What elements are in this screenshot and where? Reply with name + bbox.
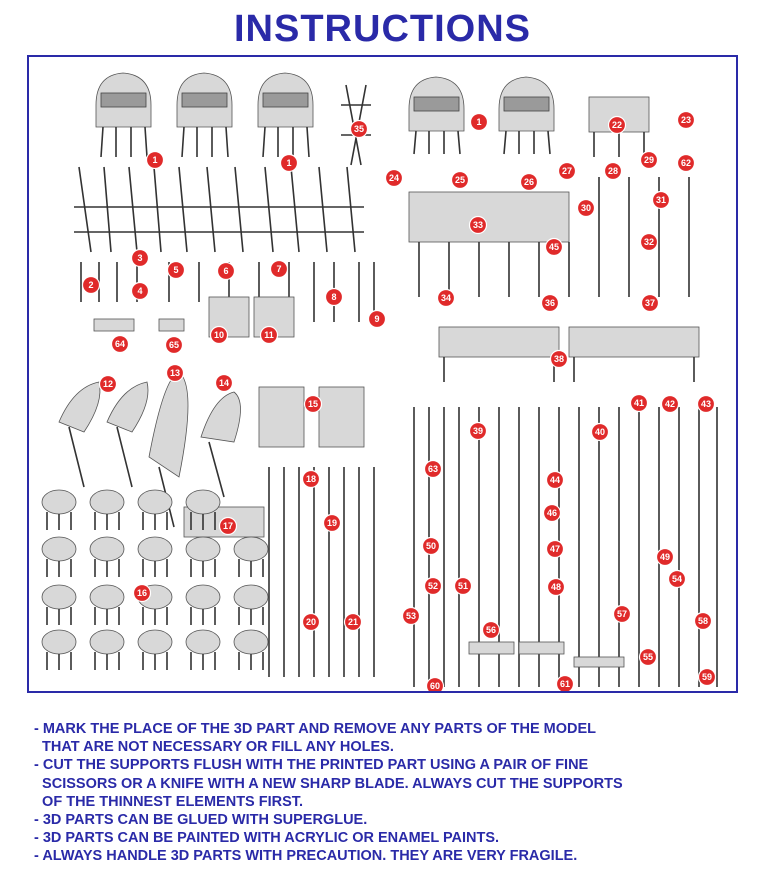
part-number-badge xyxy=(83,277,100,294)
part-number-label: 4 xyxy=(137,286,143,297)
part-number-badge xyxy=(698,396,715,413)
part-number-label: 5 xyxy=(173,265,179,276)
turret-group-left xyxy=(96,73,371,165)
raft-part xyxy=(42,490,76,514)
part-number-label: 8 xyxy=(331,292,337,303)
turret-part xyxy=(96,73,151,157)
part-number-label: 13 xyxy=(169,368,181,379)
part-number-badge xyxy=(669,571,686,588)
part-number-label: 46 xyxy=(546,508,558,519)
instruction-line: OF THE THINNEST ELEMENTS FIRST. xyxy=(34,793,304,810)
part-number-badge xyxy=(303,614,320,631)
parts-diagram xyxy=(29,57,736,691)
part-number-label: 19 xyxy=(326,518,338,529)
part-number-badge xyxy=(551,351,568,368)
part-number-label: 36 xyxy=(544,298,556,309)
raft-part xyxy=(138,490,172,514)
part-number-badge xyxy=(592,424,609,441)
part-number-badge xyxy=(470,217,487,234)
part-number-badge xyxy=(261,327,278,344)
part-number-badge xyxy=(303,471,320,488)
part-number-label: 2 xyxy=(88,280,94,291)
part-number-badge xyxy=(324,515,341,532)
part-number-label: 65 xyxy=(168,340,180,351)
raft-part xyxy=(186,490,220,514)
part-number-badge xyxy=(166,337,183,354)
instruction-line: SCISSORS OR A KNIFE WITH A NEW SHARP BLADE. ALWAYS CUT THE SUPPORTS xyxy=(34,775,623,792)
part-number-badge xyxy=(641,152,658,169)
part-number-label: 17 xyxy=(222,521,234,532)
turret-group-right xyxy=(409,77,699,382)
part-number-label: 22 xyxy=(611,120,623,131)
part-number-label: 54 xyxy=(671,574,683,585)
part-number-badge xyxy=(386,170,403,187)
part-number-label: 16 xyxy=(136,588,148,599)
part-number-label: 32 xyxy=(643,237,655,248)
part-number-label: 61 xyxy=(559,679,571,690)
raft-part xyxy=(186,630,220,654)
part-number-badge xyxy=(218,263,235,280)
part-number-badge xyxy=(544,505,561,522)
part-number-badge xyxy=(271,261,288,278)
part-number-badge xyxy=(641,234,658,251)
part-number-label: 63 xyxy=(427,464,439,475)
part-number-badge xyxy=(678,155,695,172)
part-number-label: 39 xyxy=(472,426,484,437)
part-number-badge xyxy=(640,649,657,666)
part-number-label: 31 xyxy=(655,195,667,206)
instruction-line: - CUT THE SUPPORTS FLUSH WITH THE PRINTED PART USING A PAIR OF FINE xyxy=(34,757,589,774)
part-number-label: 12 xyxy=(102,379,114,390)
part-number-badge xyxy=(305,396,322,413)
part-number-label: 57 xyxy=(616,609,628,620)
part-number-badge xyxy=(546,239,563,256)
part-number-badge xyxy=(345,614,362,631)
part-number-label: 28 xyxy=(607,166,619,177)
part-number-label: 9 xyxy=(374,314,380,325)
part-number-label: 3 xyxy=(137,253,143,264)
part-number-label: 7 xyxy=(276,264,282,275)
misc-parts-right xyxy=(414,407,717,690)
part-number-badge xyxy=(351,121,368,138)
part-number-badge xyxy=(168,262,185,279)
part-number-badge xyxy=(614,606,631,623)
part-number-badge xyxy=(100,376,117,393)
part-number-label: 34 xyxy=(440,293,452,304)
part-number-label: 14 xyxy=(218,378,230,389)
part-number-badge xyxy=(605,163,622,180)
raft-part xyxy=(234,630,268,654)
part-number-label: 25 xyxy=(454,175,466,186)
part-number-label: 48 xyxy=(550,582,562,593)
part-number-label: 47 xyxy=(549,544,561,555)
part-number-label: 29 xyxy=(643,155,655,166)
part-number-badge xyxy=(369,311,386,328)
part-number-label: 11 xyxy=(264,330,274,341)
instruction-line: - MARK THE PLACE OF THE 3D PART AND REMOVE ANY PARTS OF THE MODEL xyxy=(34,721,597,737)
part-number-badge xyxy=(167,365,184,382)
part-number-label: 15 xyxy=(307,399,319,410)
part-number-label: 41 xyxy=(633,398,645,409)
part-number-badge xyxy=(423,538,440,555)
part-number-label: 1 xyxy=(286,158,292,169)
part-number-badge xyxy=(483,622,500,639)
part-number-label: 10 xyxy=(213,330,225,341)
turret-part xyxy=(258,73,313,157)
part-number-badge xyxy=(470,423,487,440)
part-number-badge xyxy=(147,152,164,169)
part-number-label: 33 xyxy=(472,220,484,231)
part-number-label: 62 xyxy=(680,158,692,169)
raft-part xyxy=(138,537,172,561)
part-number-label: 18 xyxy=(305,474,317,485)
part-number-badge xyxy=(699,669,716,686)
part-number-label: 20 xyxy=(305,617,317,628)
part-number-badge xyxy=(326,289,343,306)
part-number-label: 23 xyxy=(680,115,692,126)
part-number-badge xyxy=(548,579,565,596)
raft-part xyxy=(234,537,268,561)
part-number-badge xyxy=(403,608,420,625)
part-number-badge xyxy=(216,375,233,392)
part-number-label: 44 xyxy=(549,475,561,486)
part-number-label: 43 xyxy=(700,399,712,410)
turret-part xyxy=(177,73,232,157)
instruction-line: - 3D PARTS CAN BE PAINTED WITH ACRYLIC OR ENAMEL PAINTS. xyxy=(34,830,500,847)
part-number-label: 24 xyxy=(388,173,400,184)
part-number-badge xyxy=(695,613,712,630)
part-number-badge xyxy=(471,114,488,131)
part-number-badge xyxy=(132,283,149,300)
part-number-label: 45 xyxy=(548,242,560,253)
part-number-label: 35 xyxy=(353,124,365,135)
raft-part xyxy=(90,537,124,561)
part-number-label: 42 xyxy=(664,399,676,410)
part-number-label: 38 xyxy=(553,354,565,365)
page-title: INSTRUCTIONS xyxy=(234,8,531,50)
raft-part xyxy=(138,630,172,654)
part-number-badge xyxy=(425,461,442,478)
part-number-label: 52 xyxy=(427,581,439,592)
raft-part xyxy=(90,490,124,514)
part-number-label: 58 xyxy=(697,616,709,627)
part-number-label: 1 xyxy=(476,117,482,128)
part-number-badge xyxy=(521,174,538,191)
raft-part xyxy=(186,537,220,561)
part-number-badge xyxy=(662,396,679,413)
gun-barrel-rows xyxy=(74,167,364,252)
part-number-label: 59 xyxy=(701,672,713,683)
raft-part xyxy=(90,585,124,609)
raft-part xyxy=(90,630,124,654)
instruction-line: - 3D PARTS CAN BE GLUED WITH SUPERGLUE. xyxy=(34,812,368,829)
turret-part xyxy=(409,77,464,154)
part-number-badge xyxy=(438,290,455,307)
part-number-label: 30 xyxy=(580,203,592,214)
parts-sheet-frame xyxy=(27,55,738,693)
instruction-line: THAT ARE NOT NECESSARY OR FILL ANY HOLES. xyxy=(34,739,394,756)
part-number-badge xyxy=(425,578,442,595)
part-number-badge xyxy=(281,155,298,172)
part-number-badge xyxy=(542,295,559,312)
part-number-badge xyxy=(134,585,151,602)
raft-part xyxy=(42,630,76,654)
part-number-label: 64 xyxy=(114,339,126,350)
part-number-label: 60 xyxy=(429,681,441,691)
part-number-badge xyxy=(559,163,576,180)
turret-part xyxy=(499,77,554,154)
part-number-label: 37 xyxy=(644,298,656,309)
raft-part xyxy=(42,585,76,609)
part-number-label: 21 xyxy=(347,617,359,628)
part-number-label: 27 xyxy=(561,166,573,177)
part-number-label: 51 xyxy=(457,581,469,592)
part-number-badge xyxy=(609,117,626,134)
part-number-label: 6 xyxy=(223,266,229,277)
raft-part xyxy=(234,585,268,609)
part-number-label: 56 xyxy=(485,625,497,636)
raft-part xyxy=(186,585,220,609)
part-number-badge xyxy=(220,518,237,535)
part-number-label: 55 xyxy=(642,652,654,663)
part-number-badge xyxy=(557,676,574,692)
part-number-badge xyxy=(452,172,469,189)
instructions-list xyxy=(34,720,754,866)
part-number-label: 1 xyxy=(152,155,158,166)
part-number-label: 26 xyxy=(523,177,535,188)
part-number-badge xyxy=(631,395,648,412)
part-number-label: 53 xyxy=(405,611,417,622)
part-number-badge xyxy=(455,578,472,595)
part-number-label: 49 xyxy=(659,552,671,563)
part-number-badge xyxy=(427,678,444,692)
part-number-badge xyxy=(132,250,149,267)
part-number-badge xyxy=(657,549,674,566)
part-number-badge xyxy=(578,200,595,217)
part-number-badge xyxy=(678,112,695,129)
part-number-badge xyxy=(547,472,564,489)
raft-part xyxy=(42,537,76,561)
part-number-badge xyxy=(653,192,670,209)
part-number-badge xyxy=(211,327,228,344)
small-parts-columns xyxy=(269,467,374,677)
part-number-badge xyxy=(547,541,564,558)
part-number-label: 50 xyxy=(425,541,437,552)
part-number-badge xyxy=(112,336,129,353)
part-number-badge xyxy=(642,295,659,312)
part-number-label: 40 xyxy=(594,427,606,438)
instruction-line: - ALWAYS HANDLE 3D PARTS WITH PRECAUTION. THEY ARE VERY FRAGILE. xyxy=(34,848,578,865)
